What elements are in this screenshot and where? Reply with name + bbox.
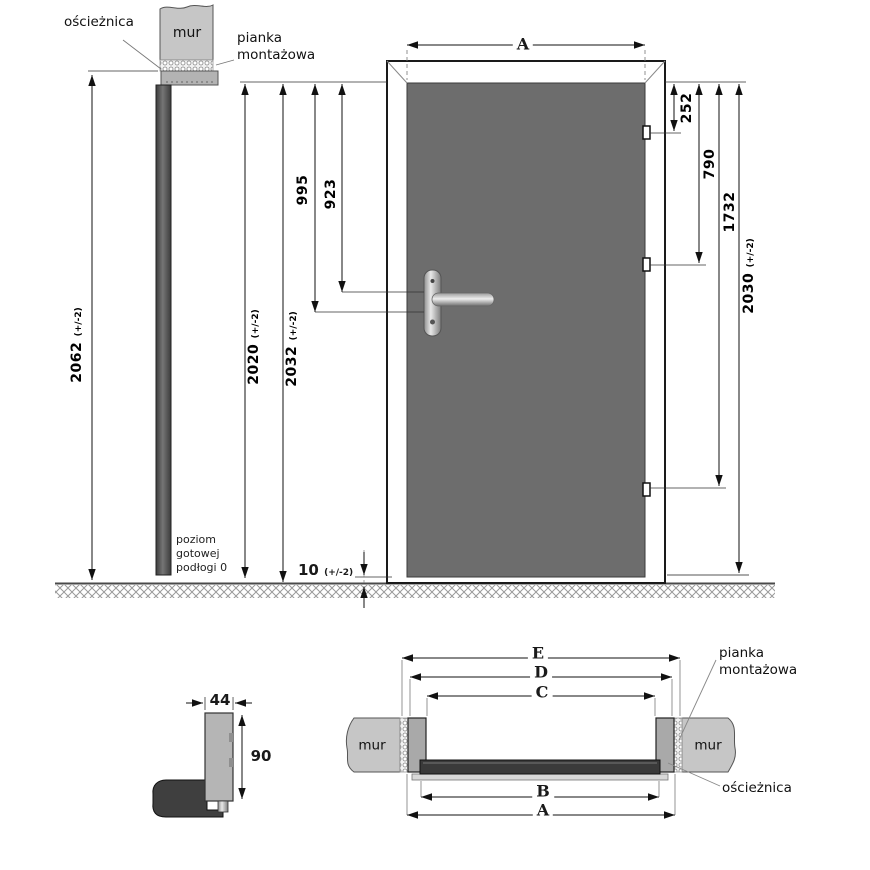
dim-1732: 1732 <box>722 191 738 233</box>
dim-2020-tol: (+/-2) <box>251 309 261 339</box>
dim-2020 <box>246 309 262 384</box>
front-view <box>240 45 749 608</box>
dim-d-plan: D <box>530 665 552 680</box>
floor <box>55 584 775 599</box>
dim-2020-value: 2020 <box>246 343 262 385</box>
dim-790: 790 <box>702 148 718 180</box>
dim-10-gap <box>296 561 355 579</box>
dim-2032 <box>284 311 300 386</box>
label-pianka-plan-line1: pianka <box>719 645 765 661</box>
foam-right <box>674 718 682 772</box>
frame-post <box>156 85 171 575</box>
jamb-detail <box>153 697 252 817</box>
dim-e-plan: E <box>528 646 548 661</box>
foam-left <box>400 718 408 772</box>
dim-a-plan: A <box>533 803 553 818</box>
label-oscieznica-top: ościeżnica <box>64 14 134 30</box>
dim-923: 923 <box>323 178 339 210</box>
leaf-edge-section <box>205 713 233 801</box>
label-mur-top: mur <box>172 25 202 41</box>
label-pianka-plan-line2: montażowa <box>719 662 798 678</box>
dim-90: 90 <box>250 747 272 765</box>
left-elevation <box>88 5 234 580</box>
drop-seal <box>218 801 228 812</box>
label-pianka-plan <box>719 645 797 679</box>
floor-note-line3: podłogi 0 <box>176 561 228 574</box>
dim-2062-tol: (+/-2) <box>74 307 84 337</box>
leader-oscieznica <box>123 40 161 69</box>
dim-10-tol: (+/-2) <box>324 568 354 578</box>
dim-b-plan: B <box>532 784 554 799</box>
dim-2030-tol: (+/-2) <box>746 238 756 268</box>
label-mur-plan-right: mur <box>694 737 722 754</box>
dim-c-plan: C <box>532 685 553 700</box>
dim-252: 252 <box>679 92 695 124</box>
floor-level-note <box>176 533 227 575</box>
frame-head-section <box>161 71 218 85</box>
floor-note-line1: poziom <box>176 533 216 546</box>
dim-2030 <box>741 238 757 313</box>
dim-995: 995 <box>295 174 311 206</box>
dim-a-front: A <box>513 37 533 52</box>
dim-10-value: 10 <box>298 561 319 579</box>
label-pianka-top <box>237 30 315 64</box>
label-mur-plan-left: mur <box>358 737 386 754</box>
leader-pianka <box>216 60 234 65</box>
label-oscieznica-plan: ościeżnica <box>722 780 792 796</box>
dim-2030-value: 2030 <box>741 272 757 314</box>
dim-2032-tol: (+/-2) <box>289 311 299 341</box>
label-pianka-top-line1: pianka <box>237 30 283 46</box>
dim-2062-value: 2062 <box>69 341 85 383</box>
dim-2032-value: 2032 <box>284 345 300 387</box>
leaf-underlay <box>412 774 668 780</box>
label-pianka-top-line2: montażowa <box>237 47 316 63</box>
door-leaf <box>407 83 645 577</box>
foam-strip <box>160 60 213 71</box>
dim-2062 <box>69 307 85 382</box>
floor-note-line2: gotowej <box>176 547 220 560</box>
door-leaf-section <box>420 760 660 774</box>
dim-44: 44 <box>209 691 231 709</box>
